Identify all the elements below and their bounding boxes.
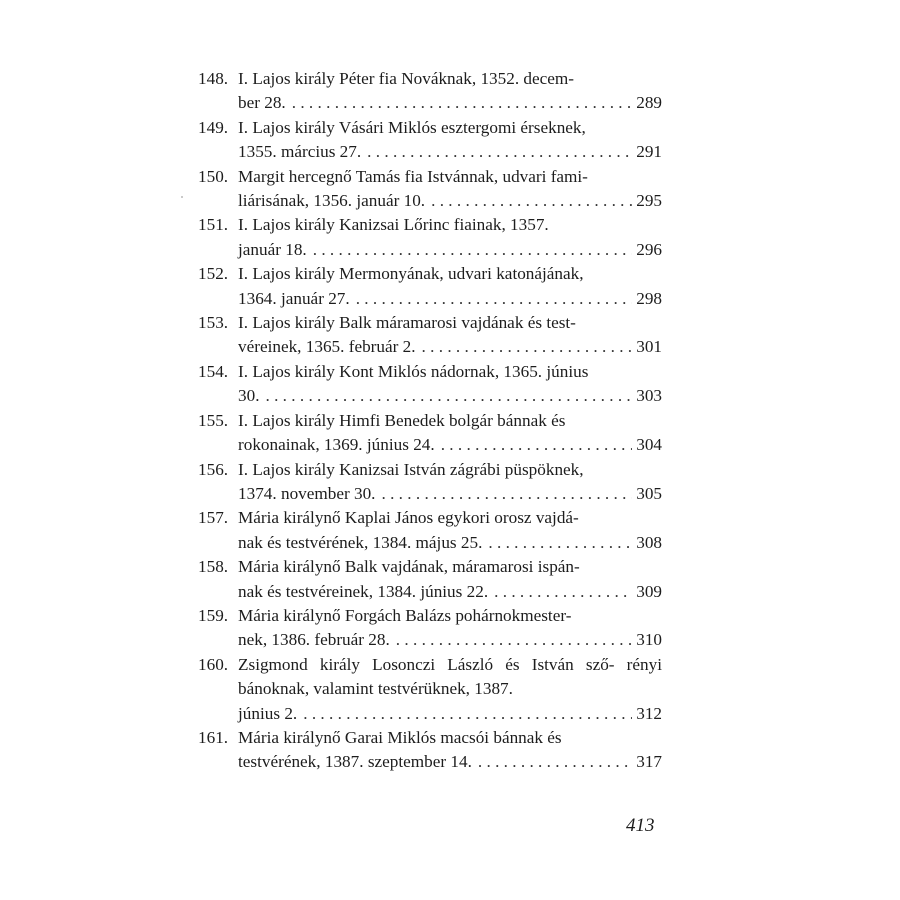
entry-tail: június 2. bbox=[238, 703, 298, 723]
entry-page: 310 bbox=[636, 630, 662, 650]
entry-text: Mária királynő Balk vajdának, máramarosi ispán- bbox=[238, 557, 580, 577]
dot-leader bbox=[478, 750, 632, 774]
toc-entry-149 bbox=[198, 116, 662, 165]
dot-leader bbox=[303, 702, 632, 726]
entry-number: 156. bbox=[198, 459, 229, 479]
entry-text: I. Lajos király Mermonyának, udvari katonájának, bbox=[238, 264, 584, 284]
toc-entry-159 bbox=[198, 604, 662, 653]
entry-page: 308 bbox=[636, 532, 662, 552]
entry-number: 150. bbox=[198, 166, 229, 186]
entry-number: 161. bbox=[198, 727, 229, 747]
entry-text: I. Lajos király Kanizsai István zágrábi püspöknek, bbox=[238, 459, 584, 479]
entry-page: 289 bbox=[636, 93, 662, 113]
entry-number: 153. bbox=[198, 313, 229, 333]
entry-page: 309 bbox=[636, 581, 662, 601]
entry-number: 149. bbox=[198, 117, 229, 137]
entry-last-line bbox=[238, 335, 662, 359]
toc-entry-148 bbox=[198, 67, 662, 116]
entry-tail: január 18. bbox=[238, 239, 307, 259]
entry-text: I. Lajos király Kont Miklós nádornak, 1365. június bbox=[238, 361, 589, 381]
entry-text: Zsigmond király Losonczi László és István sző- rényi bánoknak, valamint testvérüknek, 1387. bbox=[238, 654, 662, 699]
entry-last-line bbox=[238, 628, 662, 652]
entry-page: 303 bbox=[636, 386, 662, 406]
entry-tail: nek, 1386. február 28. bbox=[238, 630, 390, 650]
toc-entry-161 bbox=[198, 726, 662, 775]
entry-tail: nak és testvéreinek, 1384. június 22. bbox=[238, 581, 489, 601]
entry-text: I. Lajos király Péter fia Nováknak, 1352. decem- bbox=[238, 69, 574, 88]
table-of-contents bbox=[198, 67, 662, 775]
toc-entry-153 bbox=[198, 311, 662, 360]
entry-number: 154. bbox=[198, 361, 229, 381]
toc-entry-158 bbox=[198, 555, 662, 604]
dot-leader bbox=[381, 482, 632, 506]
dot-leader bbox=[422, 335, 633, 359]
entry-page: 304 bbox=[636, 435, 662, 455]
entry-text: I. Lajos király Himfi Benedek bolgár bánnak és bbox=[238, 410, 566, 430]
dot-leader bbox=[292, 91, 632, 115]
entry-page: 305 bbox=[636, 483, 662, 503]
entry-last-line bbox=[238, 238, 662, 262]
entry-page: 298 bbox=[636, 288, 662, 308]
entry-page: 317 bbox=[636, 752, 662, 772]
entry-tail: 1355. március 27. bbox=[238, 142, 362, 162]
entry-page: 312 bbox=[636, 703, 662, 723]
entry-tail: testvérének, 1387. szeptember 14. bbox=[238, 752, 472, 772]
entry-last-line bbox=[238, 91, 662, 115]
entry-tail: ber 28. bbox=[238, 93, 286, 113]
entry-tail: rokonainak, 1369. június 24. bbox=[238, 435, 435, 455]
entry-number: 151. bbox=[198, 215, 229, 235]
toc-entry-157 bbox=[198, 506, 662, 555]
entry-text: I. Lajos király Vásári Miklós esztergomi érseknek, bbox=[238, 117, 586, 137]
entry-tail: 30. bbox=[238, 386, 260, 406]
entry-number: 158. bbox=[198, 557, 229, 577]
dot-leader bbox=[356, 287, 633, 311]
toc-entry-154 bbox=[198, 360, 662, 409]
entry-number: 159. bbox=[198, 605, 229, 625]
entry-last-line bbox=[238, 580, 662, 604]
entry-page: 291 bbox=[636, 142, 662, 162]
entry-text: Margit hercegnő Tamás fia Istvánnak, udvari fami- bbox=[238, 166, 588, 186]
toc-entry-151 bbox=[198, 213, 662, 262]
entry-last-line bbox=[238, 482, 662, 506]
entry-text: Mária királynő Garai Miklós macsói bánnak és bbox=[238, 727, 562, 747]
dot-leader bbox=[367, 140, 632, 164]
entry-last-line bbox=[238, 433, 662, 457]
entry-number: 152. bbox=[198, 264, 229, 284]
toc-entry-155 bbox=[198, 409, 662, 458]
dot-leader bbox=[313, 238, 632, 262]
entry-page: 295 bbox=[636, 191, 662, 211]
toc-entry-152 bbox=[198, 262, 662, 311]
entry-number: 157. bbox=[198, 508, 229, 528]
dot-leader bbox=[441, 433, 633, 457]
entry-tail: nak és testvérének, 1384. május 25. bbox=[238, 532, 483, 552]
entry-last-line bbox=[238, 189, 662, 213]
dot-leader bbox=[265, 384, 632, 408]
entry-last-line bbox=[238, 287, 662, 311]
toc-entry-156 bbox=[198, 458, 662, 507]
entry-page: 301 bbox=[636, 337, 662, 357]
entry-tail: liárisának, 1356. január 10. bbox=[238, 191, 426, 211]
entry-page: 296 bbox=[636, 239, 662, 259]
entry-last-line bbox=[238, 702, 662, 726]
dot-leader bbox=[494, 580, 632, 604]
entry-last-line bbox=[238, 531, 662, 555]
toc-entry-150 bbox=[198, 165, 662, 214]
entry-number: 155. bbox=[198, 410, 229, 430]
dot-leader bbox=[488, 531, 632, 555]
entry-last-line bbox=[238, 750, 662, 774]
entry-text: I. Lajos király Balk máramarosi vajdának és test- bbox=[238, 313, 576, 333]
entry-number: 148. bbox=[198, 69, 229, 88]
entry-number: 160. bbox=[198, 654, 229, 674]
entry-text: Mária királynő Forgách Balázs pohárnokmester- bbox=[238, 605, 572, 625]
entry-last-line bbox=[238, 140, 662, 164]
entry-text: Mária királynő Kaplai János egykori orosz vajdá- bbox=[238, 508, 579, 528]
entry-text: I. Lajos király Kanizsai Lőrinc fiainak, 1357. bbox=[238, 215, 549, 235]
entry-tail: 1364. január 27. bbox=[238, 288, 350, 308]
entry-tail: 1374. november 30. bbox=[238, 483, 376, 503]
dot-leader bbox=[431, 189, 632, 213]
entry-last-line bbox=[238, 384, 662, 408]
paper-speck bbox=[181, 196, 183, 198]
dot-leader bbox=[396, 628, 632, 652]
entry-tail: véreinek, 1365. február 2. bbox=[238, 337, 416, 357]
toc-entry-160 bbox=[198, 653, 662, 726]
page-number: 413 bbox=[626, 815, 655, 836]
